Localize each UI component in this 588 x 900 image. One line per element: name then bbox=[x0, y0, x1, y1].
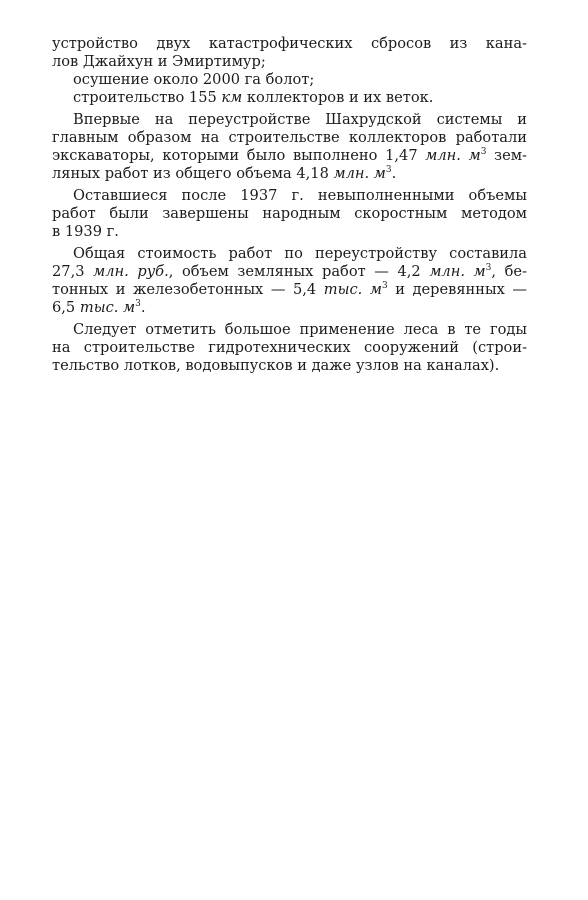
paragraph-7 bbox=[52, 321, 527, 375]
unit-label: млн. руб. bbox=[93, 263, 169, 280]
unit-label: млн. м bbox=[333, 165, 386, 182]
paragraph-2 bbox=[52, 71, 527, 89]
text-line: Впервые на переустройстве Шахрудской системы и bbox=[73, 111, 527, 128]
unit-label: млн. м bbox=[429, 263, 486, 280]
text-line bbox=[52, 299, 527, 317]
text-run: тонных и железобетонных — 5,4 bbox=[52, 281, 324, 298]
text-run: и деревянных — bbox=[387, 281, 528, 298]
text-line: тельство лотков, водовыпусков и даже узлов на каналах). bbox=[52, 357, 500, 374]
text-line: устройство двух катастрофических сбросов из кана- bbox=[52, 35, 527, 52]
text-line bbox=[52, 263, 527, 281]
text-run: . bbox=[391, 165, 397, 182]
text-line: Общая стоимость работ по переустройству составила bbox=[73, 245, 527, 262]
text-line: Следует отметить большое применение леса в те годы bbox=[73, 321, 527, 338]
text-line bbox=[52, 89, 527, 107]
text-run: , объем земляных работ — 4,2 bbox=[168, 263, 430, 280]
text-run: строительство 155 bbox=[73, 89, 222, 106]
text-body bbox=[52, 35, 527, 375]
text-line: Оставшиеся после 1937 г. невыполненными объемы bbox=[73, 187, 527, 204]
text-run: зем- bbox=[486, 147, 527, 164]
text-run: 27,3 bbox=[52, 263, 94, 280]
superscript: 3 bbox=[135, 299, 141, 309]
text-run: ляных работ из общего объема 4,18 bbox=[52, 165, 334, 182]
superscript: 3 bbox=[485, 263, 492, 273]
text-line: на строительстве гидротехнических сооружений (строи- bbox=[52, 339, 527, 356]
text-line: осушение около 2000 га болот; bbox=[73, 71, 315, 88]
text-line: лов Джайхун и Эмиртимур; bbox=[52, 53, 266, 70]
unit-label: тыс. м bbox=[323, 281, 382, 298]
text-line: главным образом на строительстве коллекторов работали bbox=[52, 129, 527, 146]
paragraph-4 bbox=[52, 111, 527, 183]
text-line: в 1939 г. bbox=[52, 223, 119, 240]
paragraph-1 bbox=[52, 35, 527, 71]
text-line bbox=[52, 165, 527, 183]
unit-label: км bbox=[221, 89, 243, 106]
text-line bbox=[52, 281, 527, 299]
text-run: . bbox=[140, 299, 146, 316]
paragraph-5 bbox=[52, 187, 527, 241]
text-run: коллекторов и их веток. bbox=[242, 89, 434, 106]
text-line bbox=[52, 147, 527, 165]
unit-label: млн. м bbox=[425, 147, 481, 164]
paragraph-3 bbox=[52, 89, 527, 107]
superscript: 3 bbox=[385, 165, 392, 175]
text-line: работ были завершены народным скоростным методом bbox=[52, 205, 527, 222]
text-run: экскаваторы, которыми было выполнено 1,47 bbox=[52, 147, 426, 164]
unit-label: тыс. м bbox=[79, 299, 136, 316]
paragraph-6 bbox=[52, 245, 527, 317]
superscript: 3 bbox=[381, 281, 388, 291]
text-run: , бе- bbox=[491, 263, 528, 280]
text-run: 6,5 bbox=[52, 299, 80, 316]
superscript: 3 bbox=[480, 147, 487, 157]
